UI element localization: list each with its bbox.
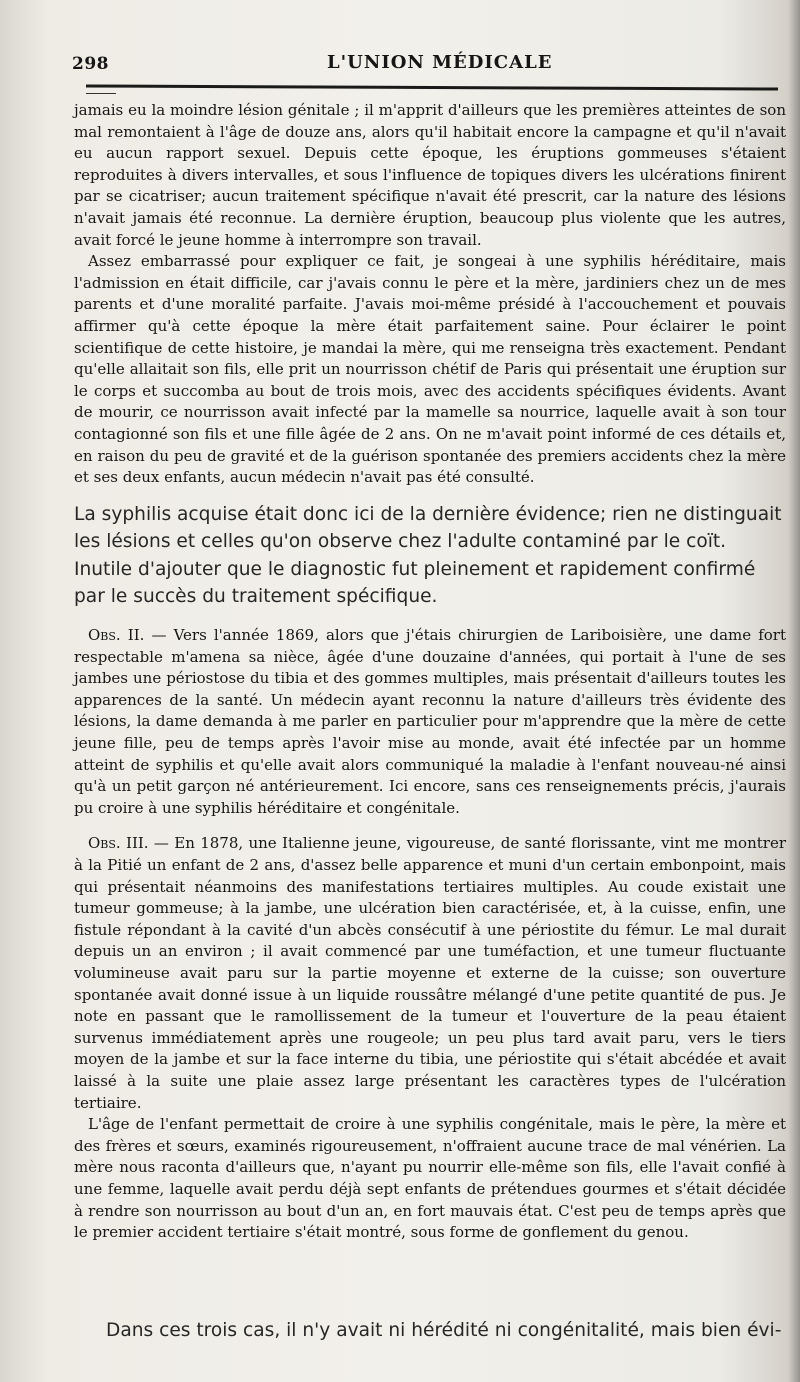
observation-2-label: Obs. II. [88, 626, 145, 645]
observation-2 [74, 625, 786, 819]
running-title: L'UNION MÉDICALE [327, 52, 553, 73]
header-rule-short [86, 93, 116, 94]
header-rule [86, 84, 778, 90]
page-gutter-shadow [788, 0, 800, 1382]
observation-3 [74, 833, 786, 1114]
paragraph-child-age: L'âge de l'enfant permettait de croire à une syphilis congénitale, mais le père, la mère et des frères et sœurs, examinés rigoureusement, n'offraient aucune trace de mal vénérien. La mère nous raconta d'ailleurs que, n'ayant pu nourrir elle-même son fils, elle l'avait confié à une femme, laquelle avait perdu déjà sept enfants de prétendues gourmes et s'était décidée à rendre son nourrisson au bout d'un an, en fort mauvais état. C'est peu de temps après que le premier accident tertiaire s'était montré, sous forme de gonflement du genou. [74, 1115, 786, 1242]
observation-3-label: Obs. III. [88, 834, 149, 853]
paragraph-continued: jamais eu la moindre lésion génitale ; il m'apprit d'ailleurs que les premières atteintes de son mal remontaient à l'âge de douze ans, alors qu'il habitait encore la campagne et qu'il n'avait eu aucun rapport sexuel. Depuis cette époque, les éruptions gommeuses s'étaient reproduites à divers intervalles, et sous l'influence de topiques divers les ulcérations finirent par se cicatriser; aucun traitement spécifique n'avait été prescrit, car la nature des lésions n'avait jamais été reconnue. La dernière éruption, beaucoup plus violente que les autres, avait forcé le jeune homme à interrompre son travail. [74, 101, 786, 249]
inserted-paragraph-conclusion: La syphilis acquise était donc ici de la dernière évidence; rien ne distinguait les lésions et celles qu'on observe chez l'adulte contaminé par le coït. Inutile d'ajouter que le diagnostic fut pleinement et rapidement confirmé par le succès du traitement spécifique. [74, 503, 782, 608]
paragraph-mother-account: Assez embarrassé pour expliquer ce fait, je songeai à une syphilis héréditaire, mais l'admission en était difficile, car j'avais connu le père et la mère, jardiniers chez un de mes parents et d'une moralité parfaite. J'avais moi-même présidé à l'accouchement et pouvais affirmer qu'à cette époque la mère était parfaitement saine. Pour éclairer le point scientifique de cette histoire, je mandai la mère, qui me renseigna très exactement. Pendant qu'elle allaitait son fils, elle prit un nourrisson chétif de Paris qui présentait une éruption sur le corps et succomba au bout de trois mois, avec des accidents spécifiques évidents. Avant de mourir, ce nourrisson avait infecté par la mamelle sa nourrice, laquelle avait à son tour contagionné son fils et une fille âgée de 2 ans. On ne m'avait point informé de ces détails et, en raison du peu de gravité et de la guérison spontanée des premiers accidents chez la mère et ses deux enfants, aucun médecin n'avait pas été consulté. [74, 252, 786, 487]
observation-2-text: — Vers l'année 1869, alors que j'étais chirurgien de Lariboisière, une dame fort respectable m'amena sa nièce, âgée d'une douzaine d'années, qui portait à l'une de ses jambes une périostose du tibia et des gommes multiples, mais présentait d'ailleurs toutes les apparences de la santé. Un médecin ayant reconnu la nature d'ailleurs très évidente des lésions, la dame demanda à me parler en particulier pour m'apprendre que la mère de cette jeune fille, peu de temps après l'avoir mise au monde, avait été infectée par un homme atteint de syphilis et qu'elle avait alors communiqué la maladie à l'enfant nouveau-né ainsi qu'à un petit garçon né antérieurement. Ici encore, sans ces renseignements précis, j'aurais pu croire à une syphilis héréditaire et congénitale. [74, 626, 786, 817]
observation-3-text: — En 1878, une Italienne jeune, vigoureuse, de santé florissante, vint me montrer à la Pitié un enfant de 2 ans, d'assez belle apparence et muni d'un certain embonpoint, mais qui présentait néanmoins des manifestations tertiaires multiples. Au coude existait une tumeur gommeuse; à la jambe, une ulcération bien caractérisée, et, à la cuisse, enfin, une fistule répondant à la cavité d'un abcès consécutif à une périostite du fémur. Le mal durait depuis un an environ ; il avait commencé par une tuméfaction, et une tumeur fluctuante volumineuse avait paru sur la partie moyenne et externe de la cuisse; son ouverture spontanée avait donné issue à un liquide roussâtre mélangé d'une petite quantité de pus. Je note en passant que le ramollissement de la tumeur et l'ouverture de la peau étaient survenus immédiatement après une rougeole; un peu plus tard avait paru, vers le tiers moyen de la jambe et sur la face interne du tibia, une périostite qui s'était abcédée et avait laissé à la suite une plaie assez large présentant les caractères types de l'ulcération tertiaire. [74, 834, 786, 1112]
inserted-line-three-cases: Dans ces trois cas, il n'y avait ni hérédité ni congénitalité, mais bien évi- [106, 1320, 782, 1341]
page-number: 298 [72, 54, 109, 74]
page-header [72, 52, 784, 78]
body-text [74, 100, 786, 1244]
